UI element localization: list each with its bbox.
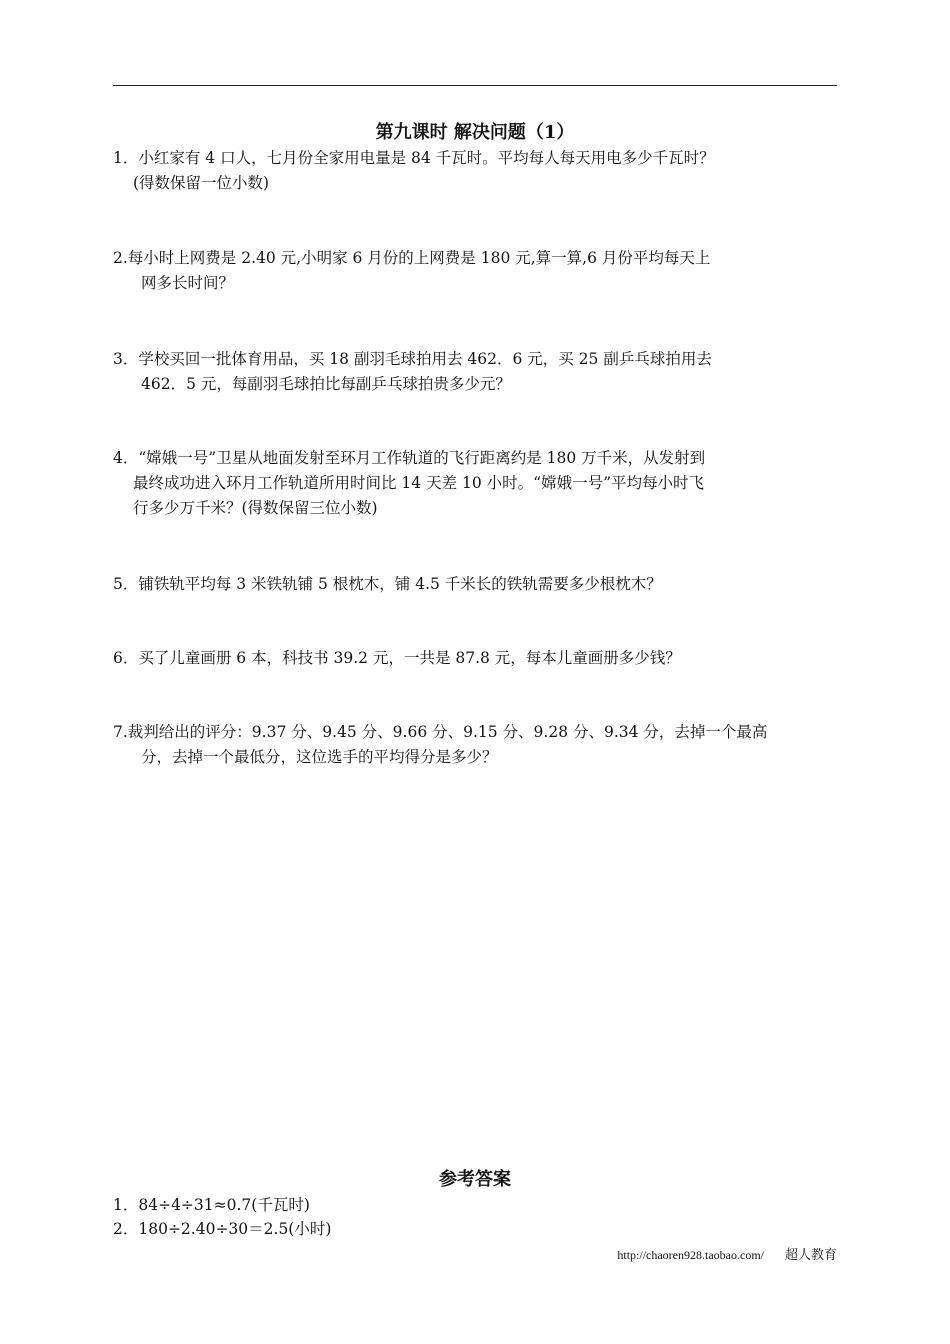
question-4-line-3: 行多少万千米？(得数保留三位小数) — [133, 499, 378, 517]
footer-url[interactable]: http://chaoren928.taobao.com/ — [617, 1248, 764, 1262]
answers-title: 参考答案 — [439, 1169, 511, 1190]
question-4-line-2: 最终成功进入环月工作轨道所用时间比 14 天差 10 小时。“嫦娥一号”平均每小时飞 — [133, 474, 705, 492]
question-2-line-1: 2.每小时上网费是 2.40 元,小明家 6 月份的上网费是 180 元,算一算,6 月份平均每天上 — [113, 249, 711, 267]
question-1 — [113, 146, 837, 196]
question-6 — [113, 646, 837, 671]
question-3-line-2: 462．5 元，每副羽毛球拍比每副乒乓球拍贵多少元？ — [141, 375, 511, 393]
footer-brand: 超人教育 — [784, 1247, 837, 1262]
question-1-line-2: (得数保留一位小数) — [133, 174, 270, 192]
question-2 — [113, 246, 837, 296]
question-2-line-2: 网多长时间？ — [141, 274, 235, 292]
page-footer — [617, 1246, 837, 1264]
question-7-line-1: 7.裁判给出的评分：9.37 分、9.45 分、9.66 分、9.15 分、9.28 分、9.34 分，去掉一个最高 — [113, 723, 768, 741]
question-3-line-1: 3．学校买回一批体育用品，买 18 副羽毛球拍用去 462．6 元，买 25 副乒乓球拍用去 — [113, 350, 712, 368]
page-title: 第九课时 解决问题（1） — [375, 122, 575, 143]
question-4 — [113, 446, 837, 521]
header-rule — [113, 85, 837, 86]
answer-1: 1．84÷4÷31≈0.7(千瓦时) — [113, 1196, 310, 1214]
question-5 — [113, 572, 837, 597]
question-4-line-1: 4．“嫦娥一号”卫星从地面发射至环月工作轨道的飞行距离约是 180 万千米，从发射到 — [113, 449, 706, 467]
answer-2: 2．180÷2.40÷30＝2.5(小时) — [113, 1220, 332, 1238]
question-6-line-1: 6．买了儿童画册 6 本，科技书 39.2 元，一共是 87.8 元，每本儿童画册多少钱？ — [113, 649, 681, 667]
question-7 — [113, 720, 837, 770]
question-5-line-1: 5．铺铁轨平均每 3 米铁轨铺 5 根枕木，铺 4.5 千米长的铁轨需要多少根枕木？ — [113, 575, 662, 593]
question-7-line-2: 分，去掉一个最低分，这位选手的平均得分是多少？ — [141, 748, 498, 766]
question-1-line-1: 1．小红家有 4 口人，七月份全家用电量是 84 千瓦时。平均每人每天用电多少千瓦时？ — [113, 149, 715, 167]
question-3 — [113, 347, 837, 397]
